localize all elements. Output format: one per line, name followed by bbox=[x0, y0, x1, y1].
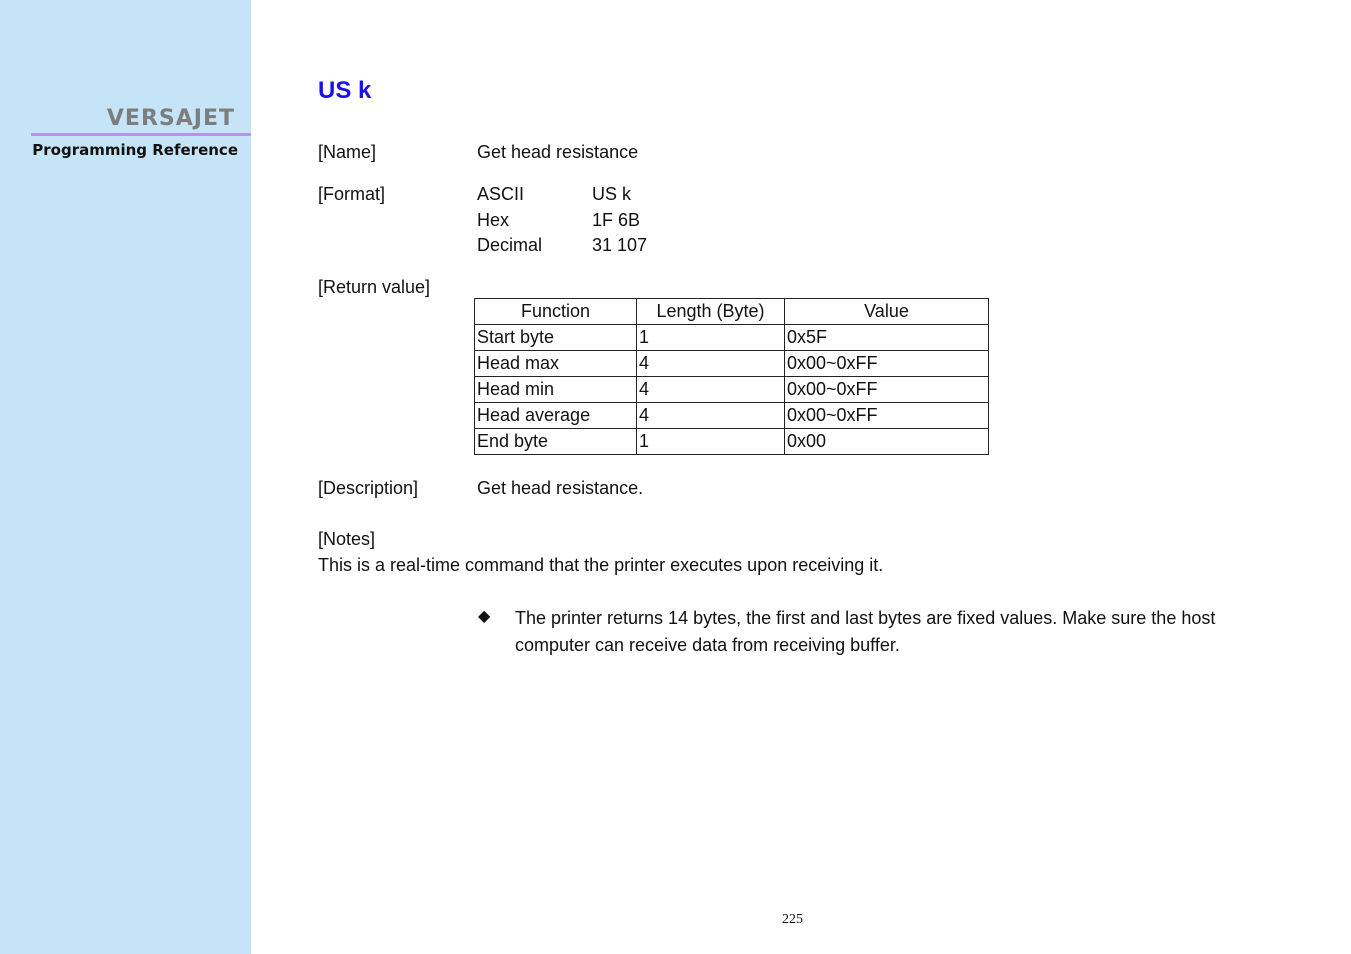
table-cell: 0x00~0xFF bbox=[785, 351, 989, 377]
table-cell: 0x00~0xFF bbox=[785, 377, 989, 403]
table-cell: 0x5F bbox=[785, 325, 989, 351]
brand-logo: VERSAJET bbox=[106, 106, 235, 131]
return-value-label: [Return value] bbox=[318, 277, 431, 297]
name-label: [Name] bbox=[318, 142, 377, 162]
table-row bbox=[475, 429, 989, 455]
table-cell: 4 bbox=[637, 377, 785, 403]
notes-label: [Notes] bbox=[318, 529, 376, 549]
table-header-row bbox=[475, 299, 989, 325]
sidebar-subtitle: Programming Reference bbox=[32, 141, 238, 159]
table-cell: Start byte bbox=[475, 325, 637, 351]
sidebar bbox=[0, 0, 251, 954]
table-cell: 0x00~0xFF bbox=[785, 403, 989, 429]
table-row bbox=[475, 351, 989, 377]
notes-bullet-text: The printer returns 14 bytes, the first and last bytes are fixed values. Make sure the host computer can receive data from receiving buffer. bbox=[515, 608, 1216, 655]
diamond-bullet-icon: ◆ bbox=[478, 608, 491, 625]
table-header: Value bbox=[785, 299, 989, 325]
name-value: Get head resistance bbox=[477, 142, 639, 162]
notes-text: This is a real-time command that the printer executes upon receiving it. bbox=[318, 555, 884, 575]
table-row bbox=[475, 325, 989, 351]
return-value-table bbox=[474, 298, 989, 455]
table-row bbox=[475, 377, 989, 403]
table-cell: 1 bbox=[637, 325, 785, 351]
table-header: Function bbox=[475, 299, 637, 325]
format-label: [Format] bbox=[318, 184, 386, 204]
table-header: Length (Byte) bbox=[637, 299, 785, 325]
table-cell: 4 bbox=[637, 351, 785, 377]
format-kind-ascii: ASCII bbox=[477, 184, 525, 204]
table-cell: End byte bbox=[475, 429, 637, 455]
description-value: Get head resistance. bbox=[477, 478, 644, 498]
table-cell: 1 bbox=[637, 429, 785, 455]
brand-divider bbox=[31, 133, 251, 136]
table-cell: 0x00 bbox=[785, 429, 989, 455]
table-cell: Head max bbox=[475, 351, 637, 377]
table-cell: Head average bbox=[475, 403, 637, 429]
format-kind-hex: Hex bbox=[477, 210, 510, 230]
page-title: US k bbox=[318, 77, 372, 104]
page-number: 225 bbox=[782, 912, 803, 927]
table-cell: 4 bbox=[637, 403, 785, 429]
description-label: [Description] bbox=[318, 478, 419, 498]
format-value-ascii: US k bbox=[592, 184, 632, 204]
format-value-decimal: 31 107 bbox=[592, 235, 648, 255]
table-cell: Head min bbox=[475, 377, 637, 403]
format-value-hex: 1F 6B bbox=[592, 210, 641, 230]
table-row bbox=[475, 403, 989, 429]
format-kind-decimal: Decimal bbox=[477, 235, 543, 255]
